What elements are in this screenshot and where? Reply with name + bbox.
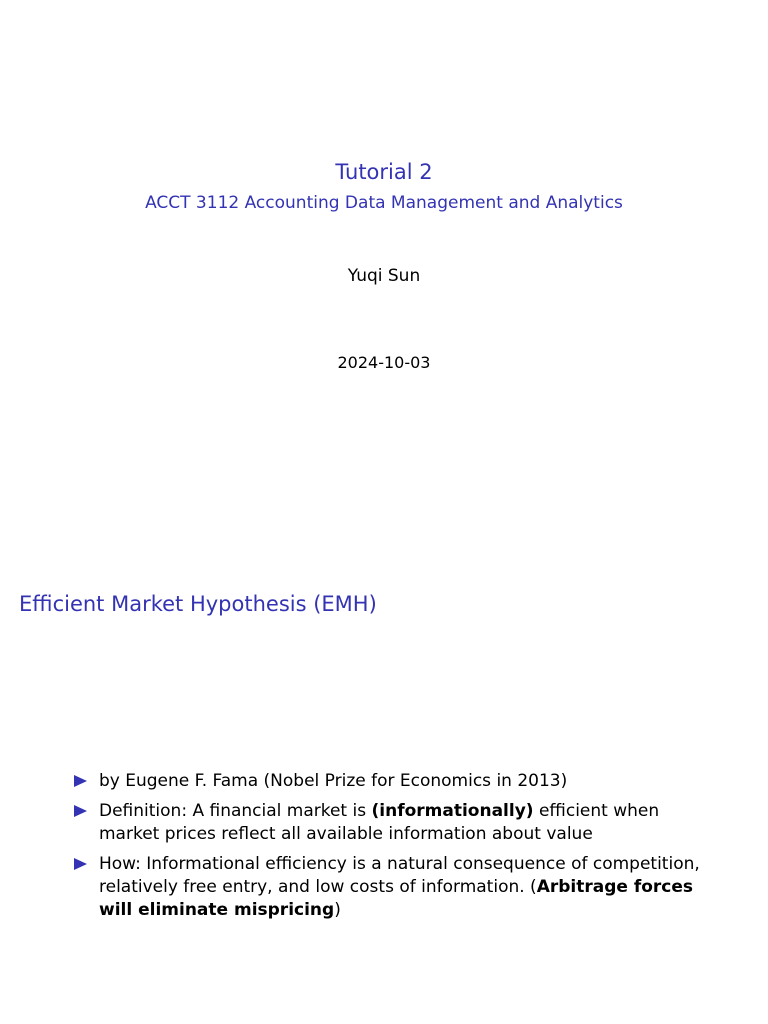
author-name: Yuqi Sun <box>347 266 421 286</box>
bullet-text-pre: How: Informational efficiency is a natural consequence of competition, relatively free entry, and low costs of information. ( <box>99 854 700 897</box>
bullet-text-bold: (informationally) <box>371 801 534 821</box>
bullet-text-bold: Arbitrage forces will eliminate mispricing <box>99 877 694 920</box>
triangle-bullet-icon <box>74 775 87 787</box>
bullet-text-post: efficient when market prices reflect all available information about value <box>99 801 660 844</box>
bullet-text: by Eugene F. Fama (Nobel Prize for Economics in 2013) <box>99 771 568 791</box>
bullet-text-post: ) <box>334 900 341 920</box>
bullet-item <box>74 770 714 793</box>
presentation-date: 2024-10-03 <box>337 353 431 372</box>
frame-title: Efficient Market Hypothesis (EMH) <box>19 592 377 616</box>
slide-title: Tutorial 2 <box>335 160 433 184</box>
triangle-bullet-icon <box>74 805 87 817</box>
bullet-list <box>74 770 714 929</box>
bullet-item <box>74 800 714 846</box>
bullet-text-pre: Definition: A financial market is <box>99 801 372 821</box>
bullet-item <box>74 853 714 922</box>
triangle-bullet-icon <box>74 858 87 870</box>
slide-subtitle: ACCT 3112 Accounting Data Management and Analytics <box>145 193 623 213</box>
